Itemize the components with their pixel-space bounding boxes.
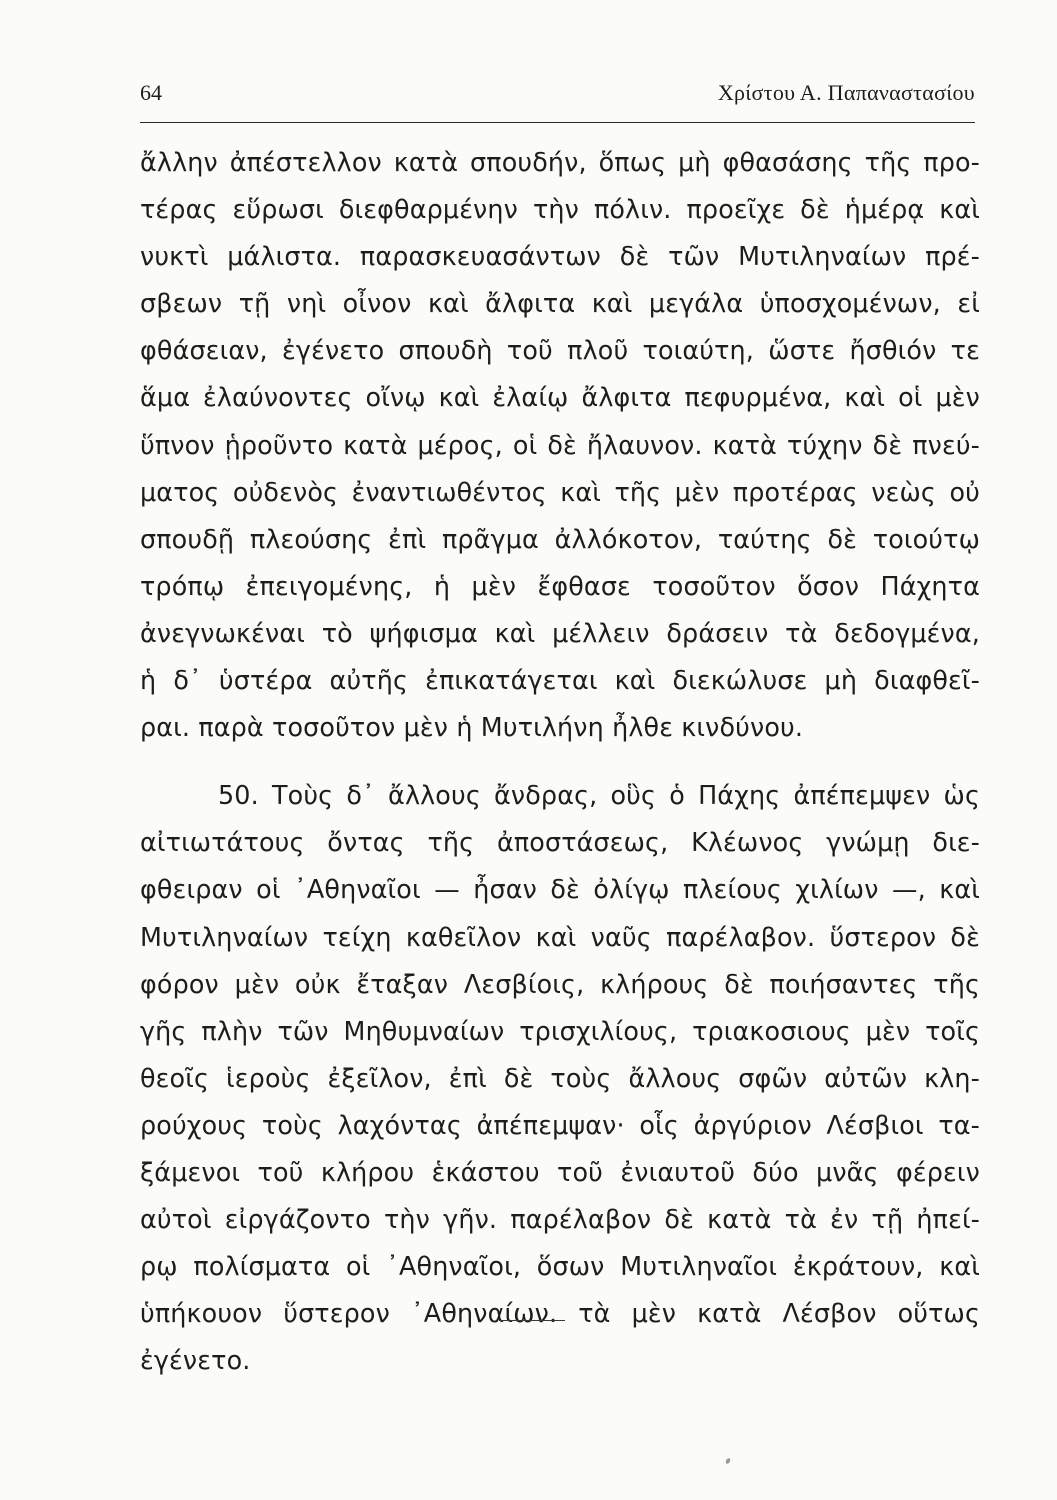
text-line: θεοῖς ἱεροὺς ἐξεῖλον, ἐπὶ δὲ τοὺς ἄλλους σφῶν αὐτῶν κλη- — [140, 1062, 980, 1093]
paragraph-2 — [140, 772, 980, 1384]
text-line: ἡ δ᾽ ὑστέρα αὐτῆς ἐπικατάγεται καὶ διεκώλυσε μὴ διαφθεῖ- — [140, 665, 980, 696]
running-title: Χρίστου Α. Παπαναστασίου — [717, 80, 975, 105]
text-line: σβεων τῇ νηὶ οἶνον καὶ ἄλφιτα καὶ μεγάλα ὑποσχομένων, εἰ — [140, 288, 980, 319]
paragraph-gap — [140, 751, 980, 772]
text-line: φόρον μὲν οὐκ ἔταξαν Λεσβίοις, κλήρους δὲ ποιήσαντες τῆς — [140, 968, 980, 999]
page-number: 64 — [140, 80, 162, 105]
text-line: αὐτοὶ εἰργάζοντο τὴν γῆν. παρέλαβον δὲ κατὰ τὰ ἐν τῇ ἠπεί- — [140, 1204, 980, 1235]
paragraph-1 — [140, 139, 980, 751]
text-line: φθάσειαν, ἐγένετο σπουδὴ τοῦ πλοῦ τοιαύτη, ὥστε ἤσθιόν τε — [140, 335, 980, 366]
section-end-rule — [499, 1320, 565, 1321]
text-line: φθειραν οἱ ᾽Αθηναῖοι — ἦσαν δὲ ὀλίγῳ πλείους χιλίων —, καὶ — [140, 874, 980, 905]
text-line: γῆς πλὴν τῶν Μηθυμναίων τρισχιλίους, τριακοσιους μὲν τοῖς — [140, 1015, 980, 1046]
text-line: ξάμενοι τοῦ κλήρου ἑκάστου τοῦ ἐνιαυτοῦ δύο μνᾶς φέρειν — [140, 1156, 980, 1187]
running-header — [140, 76, 975, 110]
text-line: ἐγένετο. — [140, 1345, 251, 1376]
text-line: ρούχους τοὺς λαχόντας ἀπέπεμψαν· οἷς ἀργύριον Λέσβιοι τα- — [140, 1109, 980, 1140]
text-line: 50. Τοὺς δ᾽ ἄλλους ἄνδρας, οὓς ὁ Πάχης ἀπέπεμψεν ὡς — [218, 780, 980, 811]
text-line: αἰτιωτάτους ὄντας τῆς ἀποστάσεως, Κλέωνος γνώμῃ διε- — [140, 827, 980, 858]
text-line: ὑπήκουον ὕστερον ᾽Αθηναίων. τὰ μὲν κατὰ Λέσβον οὕτως — [140, 1298, 980, 1329]
text-body — [140, 139, 980, 1384]
text-line: τέρας εὕρωσι διεφθαρμένην τὴν πόλιν. προεῖχε δὲ ἡμέρᾳ καὶ — [140, 194, 980, 225]
text-line: ἄλλην ἀπέστελλον κατὰ σπουδήν, ὅπως μὴ φθασάσης τῆς προ- — [140, 147, 980, 177]
text-line: ὕπνον ᾑροῦντο κατὰ μέρος, οἱ δὲ ἤλαυνον. κατὰ τύχην δὲ πνεύ- — [140, 429, 980, 460]
text-line: τρόπῳ ἐπειγομένης, ἡ μὲν ἔφθασε τοσοῦτον ὅσον Πάχητα — [140, 570, 980, 601]
text-line: ραι. παρὰ τοσοῦτον μὲν ἡ Μυτιλήνη ἦλθε κινδύνου. — [140, 712, 804, 743]
text-line: Μυτιληναίων τείχη καθεῖλον καὶ ναῦς παρέλαβον. ὕστερον δὲ — [140, 921, 980, 952]
text-line: ἀνεγνωκέναι τὸ ψήφισμα καὶ μέλλειν δράσειν τὰ δεδογμένα, — [140, 617, 980, 648]
header-rule — [140, 122, 975, 123]
text-line: σπουδῇ πλεούσης ἐπὶ πρᾶγμα ἀλλόκοτον, ταύτης δὲ τοιούτῳ — [140, 523, 980, 554]
text-line: ματος οὐδενὸς ἐναντιωθέντος καὶ τῆς μὲν προτέρας νεὼς οὐ — [140, 476, 980, 507]
text-line: ἅμα ἐλαύνοντες οἴνῳ καὶ ἐλαίῳ ἄλφιτα πεφυρμένα, καὶ οἱ μὲν — [140, 382, 980, 413]
paper-speck — [725, 1457, 731, 1464]
text-line: ρῳ πολίσματα οἱ ᾽Αθηναῖοι, ὅσων Μυτιληναῖοι ἐκράτουν, καὶ — [140, 1251, 980, 1282]
text-line: νυκτὶ μάλιστα. παρασκευασάντων δὲ τῶν Μυτιληναίων πρέ- — [140, 241, 980, 272]
